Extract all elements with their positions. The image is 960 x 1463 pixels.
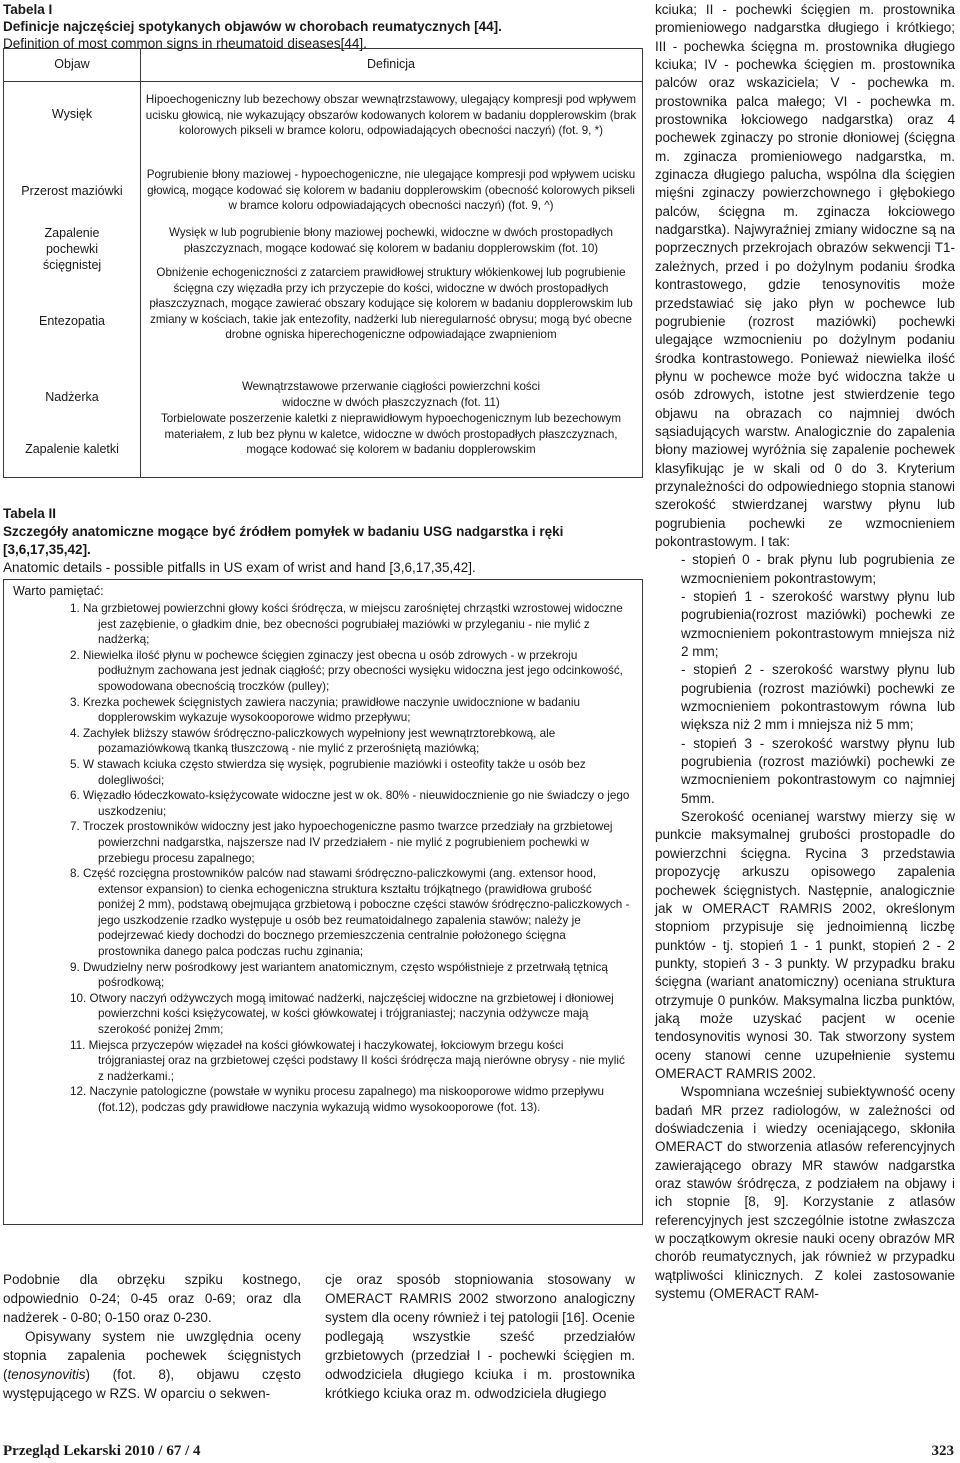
table1 [3,48,643,478]
table1-header-def: Definicja [367,57,415,71]
table1-row-def: Pogrubienie błony maziowej - hypoechogeniczne, nie ulegające kompresji pod wpływem ucisku głowicą, mogące kodować się kolorem w badaniu dopplerowskim (obecność kolorowych pikseli w bramce koloru odpowiadających obecności naczyń) (fot. 9, ^) [146,168,636,213]
table1-title-pl: Definicje najczęściej spotykanych objawów w chorobach reumatycznych [44]. [3,19,502,34]
grade-item: - stopień 2 - szerokość warstwy płynu lub pogrubienia (rozrost maziówki) pochewki ze wzmocnieniem pokontrastowym równa lub większa niż 2 mm i mniejsza niż 5 mm; [681,662,955,733]
list-item: 5. W stawach kciuka często stwierdza się wysięk, pogrubienie maziówki i osteofity także u osób bez dolegliwości; [70,757,586,787]
list-item: 12. Naczynie patologiczne (powstałe w wyniku procesu zapalnego) ma niskooporowe widmo przepływu (fot.12), podczas gdy prawidłowe naczynia wykazują widmo wysokooporowe (fot. 13). [70,1085,605,1114]
table1-row-term: Zapalenie pochewki ścięgnistej [42,226,102,272]
remember-box-title: Warto pamiętać: [13,584,104,598]
list-item: 4. Zachyłek bliższy stawów śródręczno-paliczkowych wypełniony jest wewnątrztorebkową, ale pozamaziówkową tkanką tłuszczową - nie mylić z przerośniętą maziówką; [70,726,556,756]
paragraph [3,1327,301,1403]
paragraph: kciuka; II - pochewki ścięgien m. prostownika promieniowego nadgarstka długiego i krótkiego; III - pochewka ścięgna m. prostownika długiego kciuka; IV - pochewka ścięgien m. prostownika palców oraz wskaziciela; V - pochewka m. prostownika palca małego; VI - pochewka m. prostownika łokciowego nadgarstka) oraz 4 pochewek zginaczy po stronie dłoniowej (ścięgna m. zginacza promieniowego nadgarstka, m. zginacza długiego palucha, wspólna dla ścięgien mięśni zginaczy powierzchownego i głębokiego palców, ścięgna m. zginacza łokciowego nadgarstka). Najwyraźniej zmiany widoczne są na poprzecznych przekrojach obrazów sekwencji T1-zależnych, przed i po dożylnym podaniu środka kontrastowego, gdzie tenosynovitis może przedstawiać się jako płyn w pochewce lub pogrubienie (rozrost maziówki) pochewki ulegające wzmocnieniu po dożylnym podaniu środka kontrastowego. Ponieważ niewielka ilość płynu w pochewce może być widoczna także u osób zdrowych, istotne jest stwierdzenie tego objawu na obrazach co najmniej dwóch sąsiadujących warstw. Analogicznie do zapalenia błony maziowej wyróżnia się zapalenie pochewek klasyfikując je w skali od 0 do 3. Kryterium przynależności do odpowiedniego stopnia stanowi szerokość stwierdzanej warstwy płynu lub pogrubienia pochewki ze wzmocnieniem pokontrastowym. I tak: [655,2,955,549]
text-column-middle [325,1270,635,1403]
grade-item: - stopień 3 - szerokość warstwy płynu lub pogrubienia (rozrost maziówki) pochewki ze wzmocnieniem pokontrastowym co najmniej 5mm. [681,735,955,806]
remember-box [3,579,643,1225]
table1-caption [3,1,623,52]
table1-row-term: Nadżerka [45,390,99,404]
table1-row-def: Hipoechogeniczny lub bezechowy obszar wewnątrzstawowy, ulegający kompresji pod wpływem ucisku głowicą, nie wykazujący obszarów kodowanych kolorem w badaniu dopplerowskim (brak kolorowych pikseli w bramce koloru, odpowiadających obecności naczyń) (fot. 9, *) [145,93,637,138]
table2-caption [3,505,643,577]
table1-header-term: Objaw [54,57,90,71]
table1-row-def: Torbielowate poszerzenie kaletki z nieprawidłowym hypoechogenicznym lub bezechowym materiałem, z lub bez płynu w kaletce, widoczne w dwóch prostopadłych płaszczyznach, mogące kodować się kolorem w badaniu dopplerowskim [160,412,622,457]
paragraph: Szerokość ocenianej warstwy mierzy się w punkcie maksymalnej grubości prostopadle do powierzchni ścięgna. Rycina 3 przedstawia propozycję arkuszu opisowego zapalenia pochewek ścięgnistych. Następnie, analogicznie jak w OMERACT RAMRIS 2002, określonym stopniom przypisuje się jednoimienną liczbę punktów - tj. stopień 1 - 1 punkt, stopień 2 - 2 punkty, stopień 3 - 3 punkty. W przypadku braku ścięgna (wariant anatomiczny) oceniana struktura otrzymuje 0 punków. Maksymalna liczba punktów, jaką może uzyskać pacjent w ocenie tendosynovitis wynosi 30. Tak stworzony system oceny stanowi cenne uzupełnienie systemu OMERACT RAMRIS 2002. [655,809,955,1081]
list-item: 1. Na grzbietowej powierzchni głowy kości śródręcza, w miejscu zarośniętej chrząstki wzrostowej widoczne jest zazębienie, o gładkim dnie, bez obecności pogrubiałej maziówki w przyleganiu - nie mylić z nadżerką; [70,602,623,647]
table1-header-divider [4,81,642,82]
table1-row-def: Obniżenie echogeniczności z zatarciem prawidłowej struktury włókienkowej lub pogrubienie ścięgna czy więzadła przy ich przyczepie do kości, widoczne w dwóch prostopadłych płaszczyznach, mogące zawierać obszary kodujące się kolorem w badaniu dopplerowskim lub zmiany w kościach, takie jak entezofity, nadżerki lub nieregularność obrysu; mogą być obecne drobne ogniska hiperechogeniczne odpowiadające zwapnieniom [149,266,633,342]
list-item: 8. Część rozcięgna prostowników palców nad stawami śródręczno-paliczkowymi (ang. extensor hood, extensor expansion) to cienka echogeniczna struktura kształtu trójkątnego (prawidłowa grubość poniżej 2 mm), podstawą obejmująca grzbietową i poboczne części stawów śródręczno-paliczkowych - jego uszkodzenie rzadko występuje u osób bez reumatoidalnego zapalenia stawów; należy je podejrzewać kiedy dochodzi do bocznego przemieszczenia centralnie położonego ścięgna prostownika danego palca podczas ruchu zginania; [70,867,630,959]
text-column-right [655,1,955,1303]
paragraph-text: Opisywany system nie uwzględnia oceny stopnia zapalenia pochewek ścięgnistych ( [3,1329,301,1382]
table1-row-def: Wewnątrzstawowe przerwanie ciągłości powierzchni kości widoczne w dwóch płaszczyznach (fot. 11) [241,380,541,409]
table1-row-term: Entezopatia [38,314,106,328]
table1-title-en: Definition of most common signs in rheumatoid diseases[44]. [3,36,367,51]
paragraph: Podobnie dla obrzęku szpiku kostnego, odpowiednio 0-24; 0-45 oraz 0-69; oraz dla nadżerek - 0-80; 0-150 oraz 0-230. [3,1272,301,1325]
list-item: 2. Niewielka ilość płynu w pochewce ścięgien zginaczy jest obecna u osób zdrowych - w przekroju podłużnym zachowana jest jednak ciągłość; przy obecności wysięku widoczna jest jego odcinkowość, spowodowana obecnością troczków (pulley); [70,648,623,693]
list-item: 9. Dwudzielny nerw pośrodkowy jest wariantem anatomicznym, często współistnieje z przetrwałą tętnicą pośrodkową; [70,960,608,990]
table1-column-divider [140,49,141,477]
table2-title-pl: Szczegóły anatomiczne mogące być źródłem pomyłek w badaniu USG nadgarstka i ręki [3,6,17,35,42]. [3,524,564,557]
page-number: 323 [931,1443,954,1459]
list-item: 3. Krezka pochewek ścięgnistych zawiera naczynia; prawidłowe naczynie uwidocznione w badaniu dopplerowskim wykazuje wysokooporowe widmo przepływu; [70,695,580,725]
list-item: 10. Otwory naczyń odżywczych mogą imitować nadżerki, najczęściej widoczne na grzbietowej i dłoniowej powierzchni kości księżycowatej, w kości główkowatej i trójgraniastej; naczynia odżywcze mają szerokość poniżej 2mm; [70,991,614,1037]
paragraph: cje oraz sposób stopniowania stosowany w OMERACT RAMRIS 2002 stworzono analogiczny system dla oceny również i tej patologii [16]. Ocenie podlegają wszystkie sześć przedziałów grzbietowych (przedział I - pochewki ścięgien m. odwodziciela długiego kciuka i m. prostownika krótkiego kciuka oraz m. odwodziciela długiego [325,1272,635,1401]
table1-row-term: Przerost maziówki [21,184,123,198]
paragraph-text: ) (fot. 8), objawu często występującego w RZS. W oparciu o sekwen- [3,1367,301,1401]
list-item: 6. Więzadło łódeczkowato-księżycowate widoczne jest w ok. 80% - nieuwidocznienie go nie świadczy o jego uszkodzeniu; [70,789,630,818]
text-column-left [3,1270,301,1403]
table2-label: Tabela II [3,506,57,521]
list-item: 7. Troczek prostowników widoczny jest jako hypoechogeniczne pasmo twarzce przedziały na grzbietowej powierzchni nadgarstka, najszersze nad IV przedziałem - nie mylić z pogrubieniem pochewki w przebiegu procesu zapalnego; [70,820,613,865]
table1-row-def: Wysięk w lub pogrubienie błony maziowej pochewki, widoczne w dwóch prostopadłych płaszczyznach, mogące kodować się kolorem w badaniu dopplerowskim (fot. 10) [169,226,613,255]
table1-label: Tabela I [3,2,53,17]
journal-footer: Przegląd Lekarski 2010 / 67 / 4 [3,1443,201,1459]
list-item: 11. Miejsca przyczepów więzadeł na kości główkowatej i haczykowatej, łokciowym brzegu kości trójgraniastej oraz na grzbietowej części podstawy II kości śródręcza mają nierówne obrysy - nie mylić z nadżerkami.; [70,1038,625,1083]
paragraph: Wspomniana wcześniej subiektywność oceny badań MR przez radiologów, w zależności od doświadczenia i wiedzy oceniającego, skłoniła OMERACT do stworzenia atlasów referencyjnych zawierającego obrazy MR stawów nadgarstka oraz stawów śródręcza, z podziałem na objawy i ich stopnie [8, 9]. Korzystanie z atlasów referencyjnych jest szczególnie istotne zwłaszcza w początkowym okresie nauki oceny obrazów MR chorób reumatycznych, jak również w przypadku wątpliwości klinicznych. Z kolei zastosowanie systemu (OMERACT RAM- [655,1084,955,1302]
table1-row-term: Wysięk [51,107,93,121]
table1-row-term: Zapalenie kaletki [25,442,119,456]
remember-list [18,601,630,1116]
grade-item: - stopień 0 - brak płynu lub pogrubienia ze wzmocnieniem pokontrastowym; [681,552,955,586]
grade-item: - stopień 1 - szerokość warstwy płynu lub pogrubienia(rozrost maziówki) pochewki ze wzmocnieniem pokontrastowym mniejsza niż 2 mm; [681,589,955,660]
paragraph-italic: tenosynovitis [7,1367,86,1382]
table2-title-en: Anatomic details - possible pitfalls in US exam of wrist and hand [3,6,17,35,42]. [3,560,476,575]
